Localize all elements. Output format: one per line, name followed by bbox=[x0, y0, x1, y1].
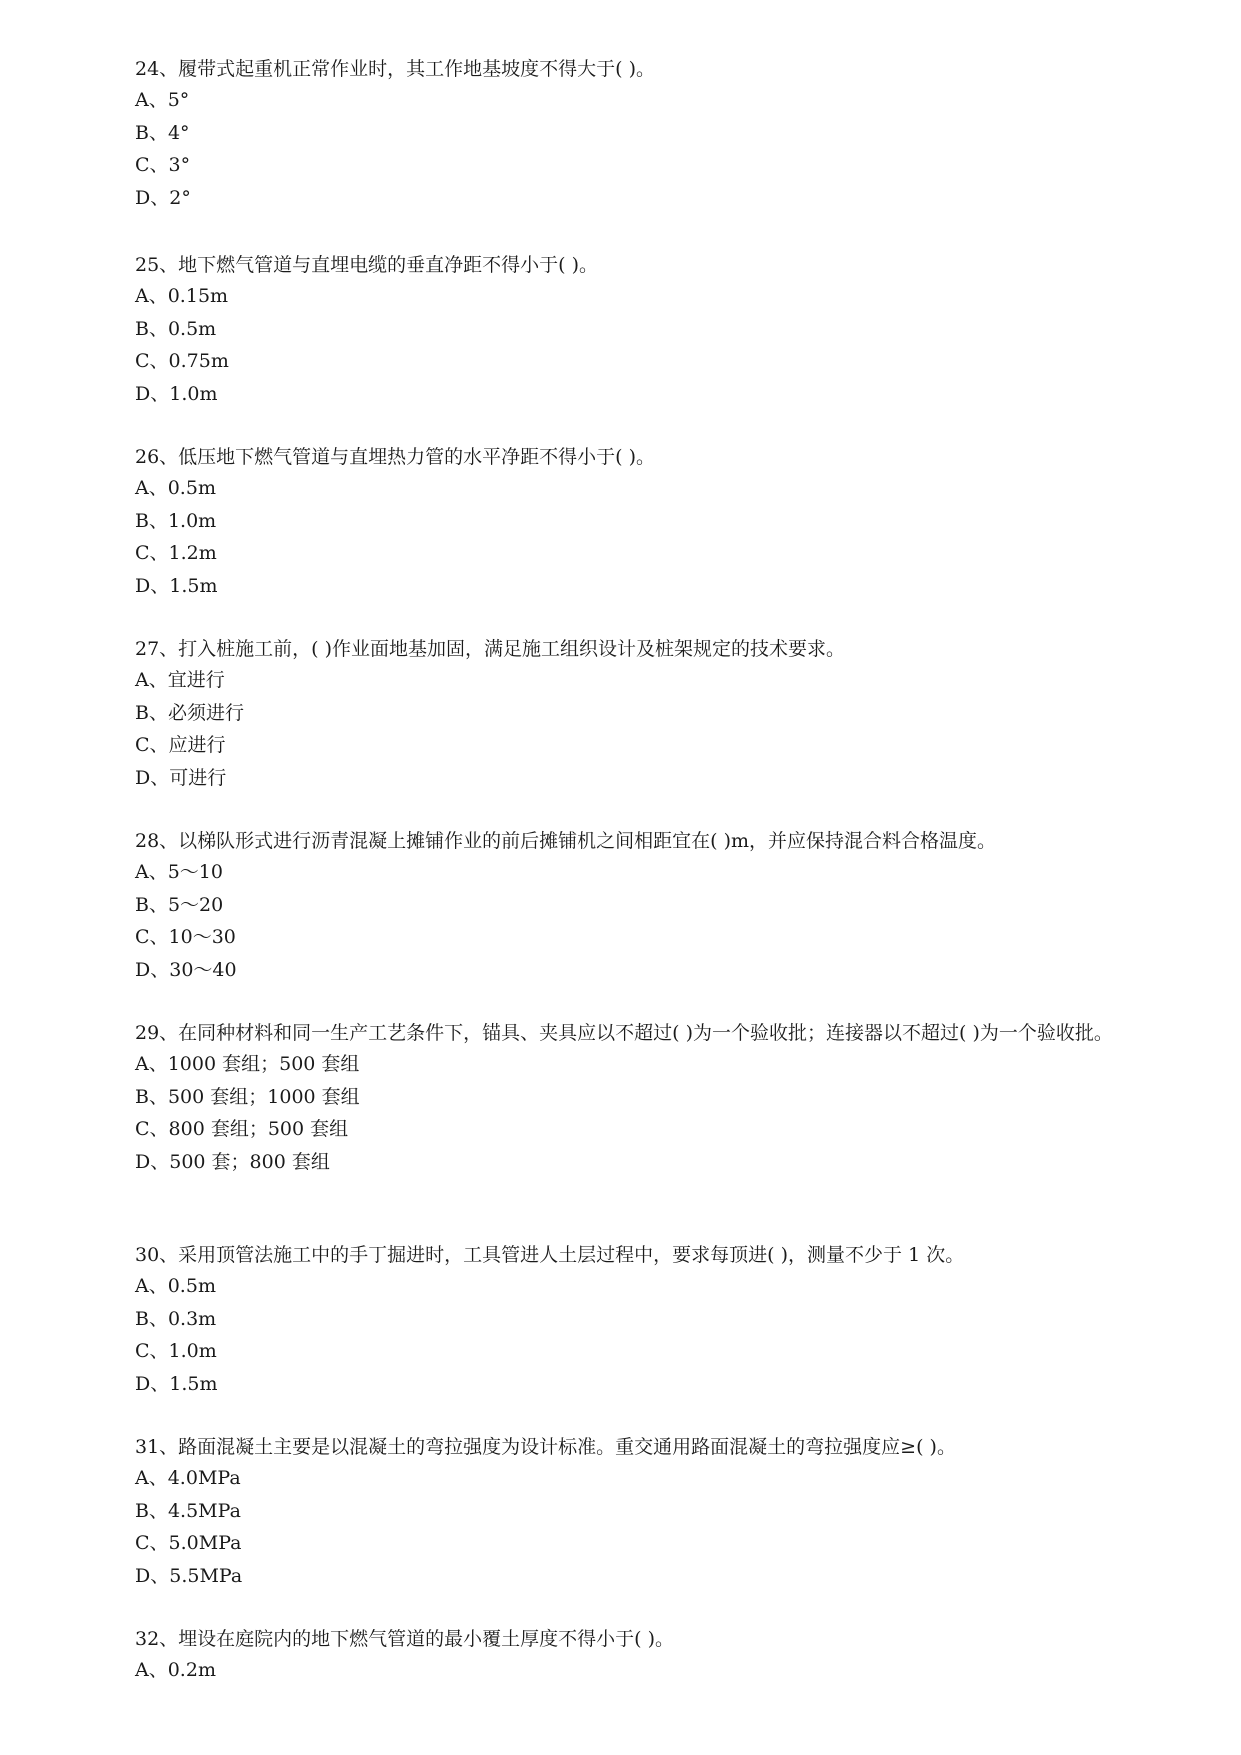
question-text: 32、埋设在庭院内的地下燃气管道的最小覆土厚度不得小于( )。 bbox=[135, 1628, 675, 1650]
question-26 bbox=[60, 442, 1190, 602]
option-c: C、1.2m bbox=[135, 542, 217, 564]
option-c: C、10～30 bbox=[135, 926, 236, 948]
option-a: A、0.5m bbox=[135, 1275, 216, 1297]
option-d: D、1.0m bbox=[135, 382, 218, 405]
question-text: 26、低压地下燃气管道与直埋热力管的水平净距不得小于( )。 bbox=[135, 446, 656, 468]
option-c: C、0.75m bbox=[135, 350, 229, 372]
option-c: C、应进行 bbox=[135, 734, 226, 756]
option-b: B、必须进行 bbox=[135, 701, 244, 724]
question-27 bbox=[60, 634, 1190, 794]
question-31 bbox=[60, 1432, 1190, 1592]
option-a: A、1000 套组；500 套组 bbox=[135, 1053, 360, 1075]
question-text: 31、路面混凝土主要是以混凝土的弯拉强度为设计标准。重交通用路面混凝土的弯拉强度应≥( )。 bbox=[135, 1436, 956, 1458]
option-b: B、5～20 bbox=[135, 893, 224, 916]
option-d: D、500 套；800 套组 bbox=[135, 1150, 330, 1173]
question-29 bbox=[60, 1018, 1190, 1178]
question-24 bbox=[60, 54, 1190, 214]
option-d: D、1.5m bbox=[135, 574, 218, 597]
option-b: B、0.5m bbox=[135, 317, 217, 340]
question-text: 29、在同种材料和同一生产工艺条件下，锚具、夹具应以不超过( )为一个验收批；连接器以不超过( )为一个验收批。 bbox=[135, 1022, 1113, 1044]
question-25 bbox=[60, 250, 1190, 410]
option-a: A、4.0MPa bbox=[135, 1467, 241, 1489]
question-32 bbox=[60, 1624, 1190, 1687]
question-text: 28、以梯队形式进行沥青混凝上摊铺作业的前后摊铺机之间相距宜在( )m，并应保持混合料合格温度。 bbox=[135, 830, 997, 852]
option-c: C、5.0MPa bbox=[135, 1532, 242, 1554]
option-b: B、0.3m bbox=[135, 1307, 217, 1330]
option-b: B、4.5MPa bbox=[135, 1499, 241, 1522]
option-c: C、800 套组；500 套组 bbox=[135, 1118, 349, 1140]
option-a: A、0.5m bbox=[135, 477, 216, 499]
question-30 bbox=[60, 1240, 1190, 1400]
option-d: D、5.5MPa bbox=[135, 1564, 243, 1587]
question-text: 30、采用顶管法施工中的手丁掘进时，工具管进人土层过程中，要求每顶进( )，测量不少于 1 次。 bbox=[135, 1244, 965, 1266]
option-b: B、4° bbox=[135, 121, 190, 144]
option-b: B、1.0m bbox=[135, 509, 217, 532]
option-a: A、0.2m bbox=[135, 1659, 216, 1681]
option-d: D、可进行 bbox=[135, 766, 227, 789]
option-a: A、0.15m bbox=[135, 285, 229, 307]
question-text: 25、地下燃气管道与直埋电缆的垂直净距不得小于( )。 bbox=[135, 254, 599, 276]
option-a: A、宜进行 bbox=[135, 669, 225, 691]
question-text: 24、履带式起重机正常作业时，其工作地基坡度不得大于( )。 bbox=[135, 58, 656, 80]
question-text: 27、打入桩施工前，( )作业面地基加固，满足施工组织设计及桩架规定的技术要求。 bbox=[135, 638, 846, 660]
option-d: D、1.5m bbox=[135, 1372, 218, 1395]
option-a: A、5～10 bbox=[135, 861, 223, 883]
option-a: A、5° bbox=[135, 89, 190, 111]
question-28 bbox=[60, 826, 1190, 986]
option-d: D、30～40 bbox=[135, 958, 237, 981]
option-d: D、2° bbox=[135, 186, 191, 209]
option-c: C、3° bbox=[135, 154, 191, 176]
option-b: B、500 套组；1000 套组 bbox=[135, 1085, 360, 1108]
option-c: C、1.0m bbox=[135, 1340, 217, 1362]
